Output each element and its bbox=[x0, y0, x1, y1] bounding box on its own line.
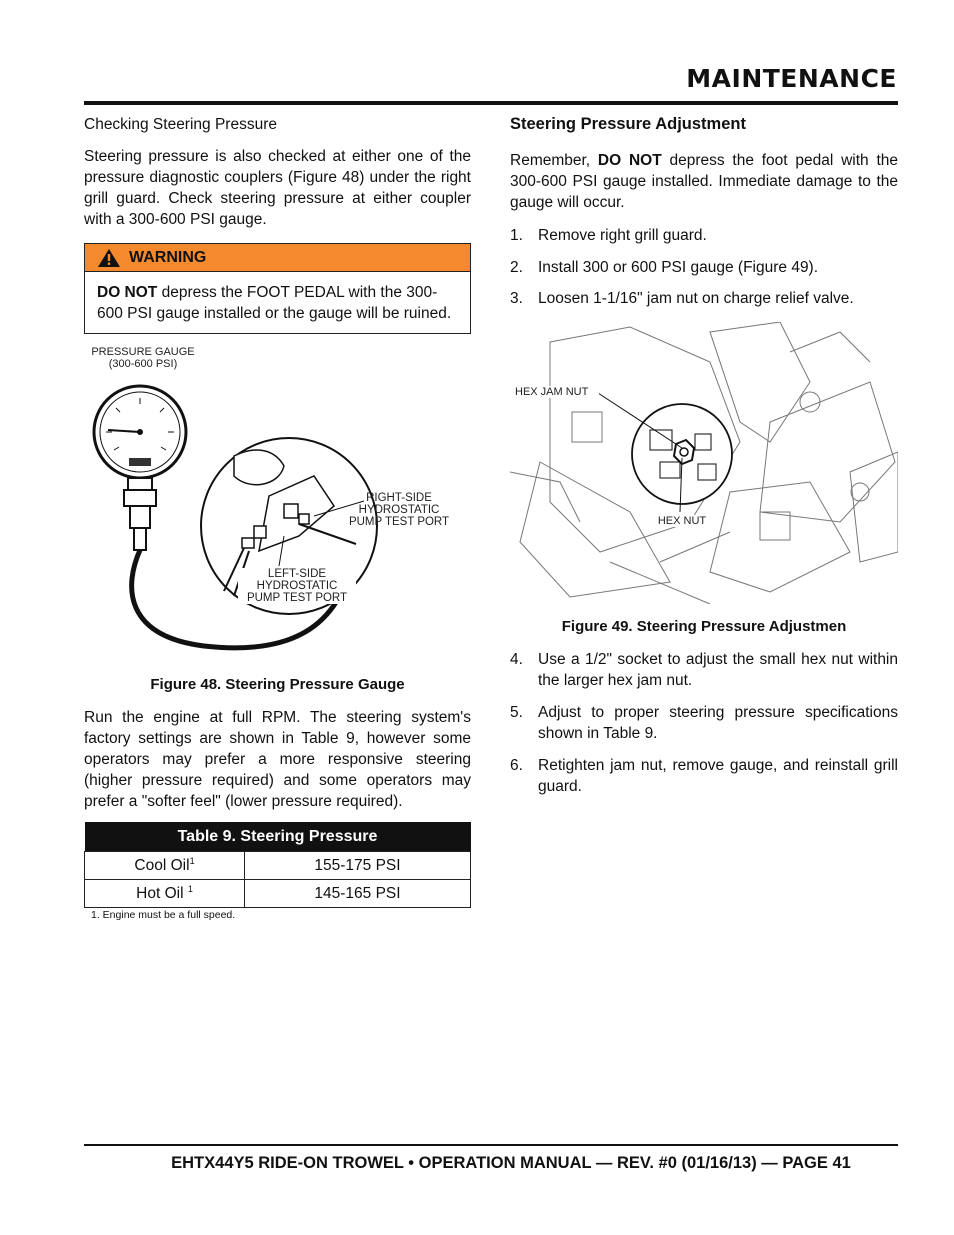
section-heading-adjustment: Steering Pressure Adjustment bbox=[510, 115, 746, 133]
row-footnote-mark: 1 bbox=[189, 855, 195, 866]
table-row bbox=[85, 852, 471, 880]
step-text: Retighten jam nut, remove gauge, and reinstall grill guard. bbox=[538, 757, 898, 795]
list-item bbox=[510, 225, 898, 246]
gauge-label-line1: PRESSURE GAUGE bbox=[91, 346, 195, 358]
paragraph-settings: Run the engine at full RPM. The steering system's factory settings are shown in Table 9, however some operators may prefer a more responsive steering (higher pressure required) and some operators may prefer a "softer feel" (lower pressure required). bbox=[84, 709, 471, 810]
warning-triangle-icon bbox=[97, 248, 121, 268]
list-item bbox=[510, 257, 898, 278]
list-item bbox=[510, 755, 898, 797]
step-number: 2. bbox=[510, 259, 523, 276]
paragraph-remember bbox=[510, 150, 898, 213]
right-port-line1: RIGHT-SIDE bbox=[366, 492, 432, 504]
step-text: Remove right grill guard. bbox=[538, 227, 707, 244]
header-rule bbox=[84, 101, 898, 105]
warning-bold: DO NOT bbox=[97, 284, 158, 301]
step-text: Loosen 1-1/16" jam nut on charge relief valve. bbox=[538, 290, 854, 307]
step-number: 4. bbox=[510, 651, 523, 668]
step-number: 6. bbox=[510, 757, 523, 774]
footer-text: EHTX44Y5 RIDE-ON TROWEL • OPERATION MANUAL — REV. #0 (01/16/13) — PAGE 41 bbox=[171, 1154, 851, 1172]
paragraph-checking: Steering pressure is also checked at either one of the pressure diagnostic couplers (Figure 48) under the right grill guard. Check steering pressure at either coupler with a 300-600 PSI gauge. bbox=[84, 148, 471, 228]
table-row bbox=[85, 880, 471, 908]
footer-rule bbox=[84, 1144, 898, 1146]
step-number: 1. bbox=[510, 227, 523, 244]
table-cell-value: 155-175 PSI bbox=[245, 852, 471, 880]
figure-48-caption: Figure 48. Steering Pressure Gauge bbox=[150, 676, 405, 693]
page-title: MAINTENANCE bbox=[686, 64, 897, 93]
figure-49-caption: Figure 49. Steering Pressure Adjustmen bbox=[561, 618, 847, 635]
warning-box bbox=[84, 243, 471, 334]
intro-bold: DO NOT bbox=[597, 152, 662, 169]
page-footer bbox=[84, 1154, 898, 1173]
hex-jam-nut-label: HEX JAM NUT bbox=[515, 386, 599, 398]
row-footnote-mark: 1 bbox=[187, 883, 193, 894]
row-label: Cool Oil bbox=[134, 857, 190, 875]
warning-header bbox=[85, 244, 470, 272]
figure-49-illustration bbox=[510, 322, 898, 604]
row-label: Hot Oil bbox=[136, 885, 188, 903]
left-port-line2: HYDROSTATIC bbox=[256, 580, 338, 592]
section-heading-checking: Checking Steering Pressure bbox=[84, 116, 277, 133]
left-port-line3: PUMP TEST PORT bbox=[246, 592, 348, 604]
step-number: 3. bbox=[510, 290, 523, 307]
warning-text bbox=[85, 272, 470, 324]
table-cell-label bbox=[85, 880, 245, 908]
intro-post: depress the foot pedal with the 300-600 PSI gauge installed. Immediate damage to the gauge will occur. bbox=[510, 152, 898, 211]
warning-message: depress the FOOT PEDAL with the 300-600 PSI gauge installed or the gauge will be ruined. bbox=[97, 284, 452, 322]
table-cell-value: 145-165 PSI bbox=[245, 880, 471, 908]
table-title: Table 9. Steering Pressure bbox=[85, 822, 471, 852]
steering-pressure-table bbox=[84, 822, 471, 908]
gauge-label bbox=[84, 346, 202, 370]
hex-nut-label: HEX NUT bbox=[650, 515, 714, 527]
left-port-line1: LEFT-SIDE bbox=[267, 568, 327, 580]
table-footnote: 1. Engine must be a full speed. bbox=[91, 909, 236, 921]
step-text: Use a 1/2" socket to adjust the small hex nut within the larger hex jam nut. bbox=[538, 651, 898, 689]
step-text: Install 300 or 600 PSI gauge (Figure 49). bbox=[538, 259, 819, 276]
list-item bbox=[510, 288, 898, 309]
warning-label: WARNING bbox=[129, 248, 207, 266]
list-item bbox=[510, 702, 898, 744]
table-cell-label bbox=[85, 852, 245, 880]
right-port-line2: HYDROSTATIC bbox=[358, 504, 440, 516]
intro-pre: Remember, bbox=[510, 152, 598, 169]
list-item bbox=[510, 649, 898, 691]
right-port-label bbox=[340, 492, 458, 528]
right-port-line3: PUMP TEST PORT bbox=[348, 516, 450, 528]
step-number: 5. bbox=[510, 704, 523, 721]
gauge-label-line2: (300-600 PSI) bbox=[108, 358, 178, 370]
left-port-label bbox=[238, 568, 356, 604]
step-text: Adjust to proper steering pressure specifications shown in Table 9. bbox=[538, 704, 898, 742]
